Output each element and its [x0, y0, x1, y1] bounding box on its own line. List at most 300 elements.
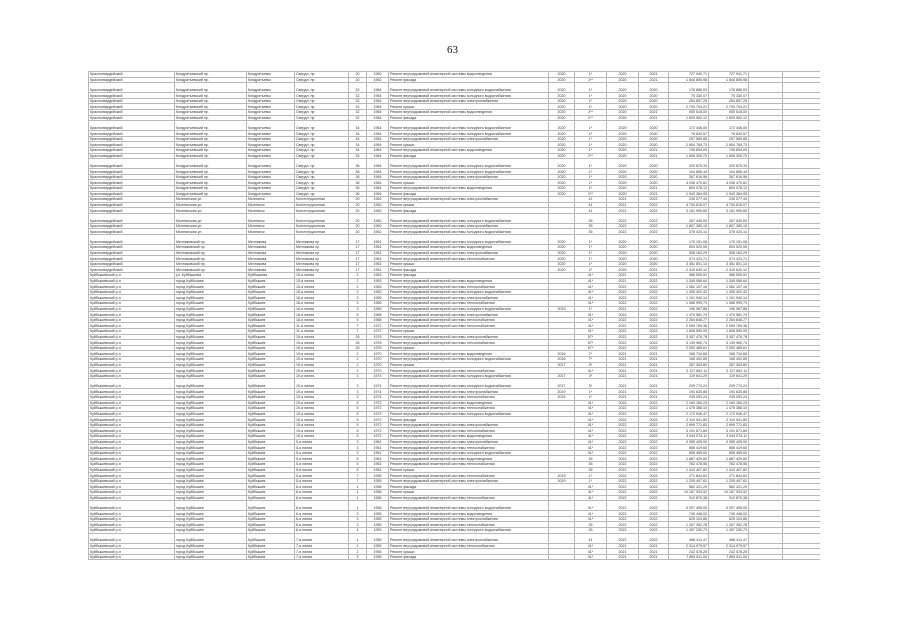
table-cell: Куйбышевский р-н	[89, 511, 175, 517]
table-cell: Кондратьевск	[247, 104, 295, 110]
table-cell: Куйбышев	[247, 306, 295, 312]
table-cell	[783, 533, 821, 543]
table-cell: Ремонт внутридомовой инженерной системы холодного водоснабжения	[389, 373, 549, 379]
table-cell: город Куйбышев	[175, 533, 247, 543]
table-cell: 1962	[367, 213, 389, 223]
table-cell: Ремонт крыши	[389, 202, 549, 208]
table-cell: 2	[349, 368, 367, 374]
table-cell: Куйбышевский р-н	[89, 450, 175, 456]
table-cell: Красногвардейский	[89, 250, 175, 256]
table-cell: 1964	[367, 185, 389, 191]
table-cell: 2 099 769,36	[709, 323, 749, 329]
table-cell	[549, 213, 575, 223]
table-cell: Красногвардейский	[89, 197, 175, 203]
table-cell	[783, 213, 821, 223]
table-cell: 5	[349, 456, 367, 462]
table-cell: 7	[349, 323, 367, 329]
table-cell: 1962	[367, 197, 389, 203]
table-cell: 1972	[367, 328, 389, 334]
table-cell: Ремонт внутридомовой инженерной системы холодного водоснабжения	[389, 159, 549, 169]
table-cell: 806 465,00	[669, 450, 709, 456]
table-cell: 41*	[575, 501, 607, 511]
table-cell: 19-я линия	[295, 356, 349, 362]
table-cell: 2 052 489,61	[669, 345, 709, 351]
table-cell: 2020	[639, 142, 669, 148]
table-cell: город Куйбышев	[175, 445, 247, 451]
table-cell: 2020	[607, 98, 639, 104]
table-cell: 1*	[575, 159, 607, 169]
table-cell: Куйбышев	[247, 334, 295, 340]
table-cell: 1 205 497,62	[669, 478, 709, 484]
table-cell: 7	[349, 473, 367, 479]
table-cell: 2022	[607, 334, 639, 340]
table-cell: Красногвардейский	[89, 180, 175, 186]
table-cell: Куйбышев	[247, 278, 295, 284]
table-cell: 7 869 611,00	[709, 554, 749, 560]
table-cell: Куйбышев	[247, 400, 295, 406]
table-cell: Мечникова	[247, 256, 295, 262]
table-cell: 1962	[367, 202, 389, 208]
table-cell: Ремонт внутридомовой инженерной системы холодного водоснабжения	[389, 229, 549, 235]
table-cell: 2020	[549, 159, 575, 169]
table-cell: 1 470 581,79	[669, 312, 709, 318]
table-cell: 804 078,12	[709, 185, 749, 191]
table-cell: 2021	[607, 278, 639, 284]
table-cell: Куйбышев	[247, 478, 295, 484]
table-cell: 2020	[607, 142, 639, 148]
table-cell: 2020	[639, 180, 669, 186]
table-cell: 2022	[639, 284, 669, 290]
table-cell: 2020	[549, 235, 575, 245]
table-cell: город Куйбышев	[175, 400, 247, 406]
table-cell: 1*	[575, 147, 607, 153]
table-cell: Ремонт крыши	[389, 261, 549, 267]
table-cell: 268 734,66	[709, 351, 749, 357]
table-cell: Красногвардейский	[89, 142, 175, 148]
table-cell: 268 734,66	[669, 351, 709, 357]
table-cell: 1*	[575, 250, 607, 256]
table-cell: 2022	[639, 462, 669, 468]
table-cell: 2 854 769,73	[709, 142, 749, 148]
table-cell: 2021	[639, 543, 669, 549]
table-cell: 41*	[575, 273, 607, 279]
table-cell: Мечниковский пр.	[175, 256, 247, 262]
table-cell: 2019	[549, 306, 575, 312]
table-cell: 3 943 074,11	[669, 434, 709, 440]
table-cell: 104 856,44	[709, 169, 749, 175]
table-cell: Ремонт внутридомовой инженерной системы теплоснабжения	[389, 495, 549, 501]
table-cell: 5	[349, 417, 367, 423]
table-cell: Куйбышев	[247, 301, 295, 307]
table-cell: 4	[349, 527, 367, 533]
table-cell: 7-я линия	[295, 533, 349, 543]
table-cell: 2	[349, 284, 367, 290]
table-cell: 26	[349, 340, 367, 346]
table-cell: Ремонт внутридомовой инженерной системы теплоснабжения	[389, 473, 549, 479]
table-cell: 41*	[575, 284, 607, 290]
table-cell: 2021	[639, 147, 669, 153]
table-cell: 1	[349, 495, 367, 501]
table-cell: 2020	[549, 174, 575, 180]
table-cell: 2022	[607, 411, 639, 417]
table-cell: 2022	[607, 445, 639, 451]
table-cell: Свердл. пр	[295, 136, 349, 142]
table-cell: 2020	[549, 109, 575, 115]
table-cell: 20	[349, 213, 367, 223]
table-cell: Куйбышевский р-н	[89, 456, 175, 462]
table-cell: Ремонт внутридомовой инженерной системы электроснабжения	[389, 98, 549, 104]
table-cell: 2022	[639, 223, 669, 229]
table-cell: Куйбышев	[247, 554, 295, 560]
table-cell: 3 007 495,00	[709, 501, 749, 511]
table-cell: 267 540,00	[709, 213, 749, 223]
table-cell: Куйбышевский р-н	[89, 434, 175, 440]
table-cell: 2022	[607, 340, 639, 346]
table-cell: 20	[349, 208, 367, 214]
table-cell: Куйбышев	[247, 389, 295, 395]
table-cell: 1 693 962,12	[669, 115, 709, 121]
table-cell: 2020	[639, 169, 669, 175]
table-cell: Ремонт внутридомовой инженерной системы теплоснабжения	[389, 256, 549, 262]
table-cell: 2017	[549, 379, 575, 389]
table-cell: Кондратьевский пр.	[175, 115, 247, 121]
table-cell: Ремонт внутридомовой инженерной системы теплоснабжения	[389, 368, 549, 374]
table-cell: 230 077,44	[669, 197, 709, 203]
table-cell: 5-я линия	[295, 462, 349, 468]
table-cell: Ремонт внутридомовой инженерной системы холодного водоснабжения	[389, 169, 549, 175]
table-cell: Кондратьевск	[247, 147, 295, 153]
table-cell: 740 448,02	[669, 511, 709, 517]
table-cell: Куйбышевский р-н	[89, 411, 175, 417]
table-cell: 966 505,51	[669, 273, 709, 279]
table-cell: 41*	[575, 278, 607, 284]
table-cell: 41*	[575, 445, 607, 451]
table-cell: Красногвардейский	[89, 191, 175, 197]
table-cell: 2022	[607, 400, 639, 406]
table-cell: 4 036 470,81	[669, 180, 709, 186]
table-cell: Мечниковский пр.	[175, 245, 247, 251]
table-cell: 2021	[607, 554, 639, 560]
table-cell: 727 941,71	[709, 72, 749, 78]
table-cell: 2022	[607, 284, 639, 290]
table-cell: Ремонт внутридомовой инженерной системы электроснабжения	[389, 136, 549, 142]
table-cell: 2021	[607, 351, 639, 357]
table-cell: 2020	[639, 98, 669, 104]
table-cell: 2022	[639, 229, 669, 235]
table-cell: Мечникова пр	[295, 245, 349, 251]
table-cell: Ремонт крыши	[389, 328, 549, 334]
table-cell: город Куйбышев	[175, 467, 247, 473]
table-cell: Ремонт внутридомовой инженерной системы водоотведения	[389, 147, 549, 153]
table-cell: 1962	[367, 223, 389, 229]
table-row	[89, 533, 821, 543]
table-cell	[549, 501, 575, 511]
table-cell: 7	[349, 478, 367, 484]
table-cell: 2020	[549, 104, 575, 110]
table-cell: Красногвардейский	[89, 153, 175, 159]
table-cell: 2	[349, 549, 367, 555]
table-cell: город Куйбышев	[175, 394, 247, 400]
table-cell: 2022	[607, 434, 639, 440]
table-cell: Мытнинск	[247, 208, 295, 214]
table-cell: 2020	[607, 261, 639, 267]
table-cell: 41*	[575, 411, 607, 417]
table-cell: 912 870,38	[669, 495, 709, 501]
table-cell: Мечникова	[247, 261, 295, 267]
table-cell: Куйбышев	[247, 422, 295, 428]
table-cell: 1964	[367, 147, 389, 153]
table-cell: Куйбышев	[247, 516, 295, 522]
table-cell: Кондратьевский пр.	[175, 136, 247, 142]
table-cell: 1*	[575, 136, 607, 142]
table-cell: Мечникова	[247, 245, 295, 251]
table-cell	[749, 235, 783, 245]
table-cell: Кондратьевский пр.	[175, 83, 247, 93]
table-cell: 2020	[549, 121, 575, 131]
table-cell: 2022	[607, 317, 639, 323]
table-cell: 2 127 892,11	[669, 368, 709, 374]
table-cell: 2 110 941,80	[709, 417, 749, 423]
table-cell: 19-я линия	[295, 345, 349, 351]
table-cell: 1 345 956,64	[709, 278, 749, 284]
table-cell: 3	[349, 379, 367, 389]
table-cell: 2022	[639, 345, 669, 351]
table-cell: город Куйбышев	[175, 368, 247, 374]
table-cell: 1*	[575, 121, 607, 131]
table-cell: Ремонт внутридомовой инженерной системы водоотведения	[389, 72, 549, 78]
table-cell: Конституционная	[295, 223, 349, 229]
table-cell: 2021	[607, 362, 639, 368]
table-cell: город Куйбышев	[175, 527, 247, 533]
table-cell: 2020	[607, 93, 639, 99]
table-cell: 2022	[607, 456, 639, 462]
table-cell: 19-я линия	[295, 368, 349, 374]
table-cell: 2016	[549, 351, 575, 357]
table-cell: 2022	[607, 533, 639, 543]
table-cell: 1 867 429,60	[709, 456, 749, 462]
table-cell: 15-я линия	[295, 278, 349, 284]
table-cell	[783, 235, 821, 245]
table-cell	[749, 121, 783, 131]
table-cell: 1 101 940,14	[669, 295, 709, 301]
table-cell: 2**	[575, 109, 607, 115]
table-cell: 7*	[575, 356, 607, 362]
table-cell: 119 641,29	[669, 373, 709, 379]
table-cell: 1953	[367, 527, 389, 533]
table-cell: Ремонт крыши	[389, 180, 549, 186]
table-cell: 2022	[607, 295, 639, 301]
table-cell: 170 151,06	[669, 235, 709, 245]
table-cell: 20	[349, 202, 367, 208]
table-cell: 2016	[549, 356, 575, 362]
table-cell: 41*	[575, 434, 607, 440]
table-cell: Мечникова	[247, 267, 295, 273]
table-cell: 5	[349, 428, 367, 434]
table-cell: 1961	[367, 467, 389, 473]
table-cell: Куйбышев	[247, 328, 295, 334]
table-cell: 271 844,60	[709, 473, 749, 479]
table-cell: Красногвардейский	[89, 169, 175, 175]
table-cell: 36	[349, 159, 367, 169]
table-cell: Куйбышевский р-н	[89, 284, 175, 290]
table-cell: 1964	[367, 131, 389, 137]
table-cell: 966 411,47	[709, 533, 749, 543]
table-cell: 1961	[367, 235, 389, 245]
table-cell: Красногвардейский	[89, 223, 175, 229]
table-cell: 1964	[367, 180, 389, 186]
table-cell: 6-я линия	[295, 511, 349, 517]
table-cell: 5	[349, 411, 367, 417]
table-cell: 2020	[549, 98, 575, 104]
table-cell: 3*	[575, 362, 607, 368]
table-cell: 41*	[575, 368, 607, 374]
table-row	[89, 83, 821, 93]
table-cell: 57*	[575, 340, 607, 346]
table-cell: 75 330,07	[669, 93, 709, 99]
table-cell: Красногвардейский	[89, 159, 175, 169]
table-cell: 2020	[639, 159, 669, 169]
table-cell: 20	[349, 223, 367, 229]
table-cell: Мечникова пр	[295, 250, 349, 256]
table-cell: 11-я линия	[295, 323, 349, 329]
table-cell: город Куйбышев	[175, 516, 247, 522]
table-cell: 1 693 962,12	[709, 115, 749, 121]
table-cell: 2020	[549, 185, 575, 191]
table-cell: 7 869 611,00	[669, 554, 709, 560]
table-cell: 18-я линия	[295, 317, 349, 323]
table-cell: Куйбышевский р-н	[89, 379, 175, 389]
table-cell: 650 618,00	[669, 109, 709, 115]
table-cell: 2021	[639, 379, 669, 389]
table-cell: 17	[349, 267, 367, 273]
table-cell: Ремонт фасада	[389, 273, 549, 279]
table-cell: 19-я линия	[295, 422, 349, 428]
table-cell: 727 940,71	[669, 72, 709, 78]
table-cell: 1974	[367, 394, 389, 400]
table-cell: 3	[349, 301, 367, 307]
table-cell: 2022	[639, 467, 669, 473]
table-cell: 34	[349, 136, 367, 142]
table-cell: 26	[349, 345, 367, 351]
table-cell: 34	[349, 121, 367, 131]
table-cell: 2	[349, 278, 367, 284]
table-cell: 5	[349, 400, 367, 406]
table-cell: Куйбышев	[247, 417, 295, 423]
table-cell: 2017	[549, 373, 575, 379]
table-cell: 3 457 476,78	[709, 334, 749, 340]
table-cell: 2022	[607, 312, 639, 318]
table-cell: 2020	[607, 185, 639, 191]
table-cell: Куйбышевский р-н	[89, 516, 175, 522]
table-cell: 1**	[575, 77, 607, 83]
table-cell: 2022	[639, 501, 669, 511]
table-cell: Ремонт фасада	[389, 77, 549, 83]
table-cell: Ремонт внутридомовой инженерной системы холодного водоснабжения	[389, 379, 549, 389]
table-cell: 1*	[575, 83, 607, 93]
table-cell: Конституционная	[295, 202, 349, 208]
table-cell: 1970	[367, 356, 389, 362]
table-cell: Конституционная	[295, 229, 349, 235]
table-cell: 1962	[367, 77, 389, 83]
table-cell: Куйбышевский р-н	[89, 473, 175, 479]
table-cell: Мытнинская ул.	[175, 208, 247, 214]
table-cell: 2021	[639, 191, 669, 197]
table-cell: 3 151 999,60	[709, 208, 749, 214]
table-cell: город Куйбышев	[175, 422, 247, 428]
table-cell: 17	[349, 261, 367, 267]
table-cell: 1955	[367, 554, 389, 560]
table-cell: Куйбышевский р-н	[89, 522, 175, 528]
table-cell: 2020	[639, 136, 669, 142]
table-cell: Конституционная	[295, 213, 349, 223]
table-cell: 2020	[607, 147, 639, 153]
table-cell: Куйбышев	[247, 484, 295, 490]
table-cell: 378 420,14	[669, 229, 709, 235]
table-cell: 2022	[639, 323, 669, 329]
table-cell: Куйбышевский р-н	[89, 323, 175, 329]
table-cell: 1 475 386,10	[709, 406, 749, 412]
table-cell: 249 093,24	[669, 394, 709, 400]
table-cell: Ремонт крыши	[389, 549, 549, 555]
table-cell: 2022	[639, 400, 669, 406]
table-cell: 3 055 405,90	[709, 439, 749, 445]
table-cell: Кондратьевский пр.	[175, 77, 247, 83]
table-cell: 2020	[639, 121, 669, 131]
table-cell: 2022	[639, 411, 669, 417]
table-cell: Ремонт внутридомовой инженерной системы холодного водоснабжения	[389, 527, 549, 533]
table-cell: 2 172 946,47	[709, 411, 749, 417]
table-cell: город Куйбышев	[175, 554, 247, 560]
table-cell: Красногвардейский	[89, 115, 175, 121]
table-cell: Куйбышевский р-н	[89, 439, 175, 445]
table-cell: 2021	[607, 379, 639, 389]
table-cell: город Куйбышев	[175, 312, 247, 318]
table-cell: Ремонт внутридомовой инженерной системы электроснабжения	[389, 389, 549, 395]
table-cell: 1963	[367, 289, 389, 295]
table-cell: 2021	[639, 115, 669, 121]
table-cell: 2020	[549, 180, 575, 186]
table-cell: 2	[349, 351, 367, 357]
table-cell: Свердл. пр	[295, 185, 349, 191]
table-cell: Ремонт внутридомовой инженерной системы электроснабжения	[389, 174, 549, 180]
table-cell: 1963	[367, 284, 389, 290]
table-cell: город Куйбышев	[175, 328, 247, 334]
table-cell: 5	[349, 462, 367, 468]
table-cell: 41*	[575, 450, 607, 456]
table-cell: Куйбышевский р-н	[89, 368, 175, 374]
table-cell: Красногвардейский	[89, 174, 175, 180]
table-cell: Ремонт внутридомовой инженерной системы водоотведения	[389, 109, 549, 115]
table-cell: 2022	[639, 456, 669, 462]
table-cell: 2**	[575, 115, 607, 121]
table-cell: Ремонт фасада	[389, 115, 549, 121]
table-cell: Ремонт крыши	[389, 467, 549, 473]
table-cell: 306 163,29	[709, 250, 749, 256]
table-cell: 2022	[639, 495, 669, 501]
table-cell: 104 856,44	[669, 169, 709, 175]
table-cell: 16-я линия	[295, 306, 349, 312]
table-cell: 2021	[639, 185, 669, 191]
table-cell: Ремонт фасада	[389, 554, 549, 560]
table-cell: 2022	[639, 445, 669, 451]
table-cell: Мытнинская ул.	[175, 197, 247, 203]
table-cell: город Куйбышев	[175, 495, 247, 501]
table-cell: Свердл. пр	[295, 104, 349, 110]
table-cell: 1964	[367, 159, 389, 169]
table-cell: Ремонт внутридомовой инженерной системы холодного водоснабжения	[389, 235, 549, 245]
table-cell: 1*	[575, 169, 607, 175]
table-cell: Ремонт внутридомовой инженерной системы электроснабжения	[389, 334, 549, 340]
